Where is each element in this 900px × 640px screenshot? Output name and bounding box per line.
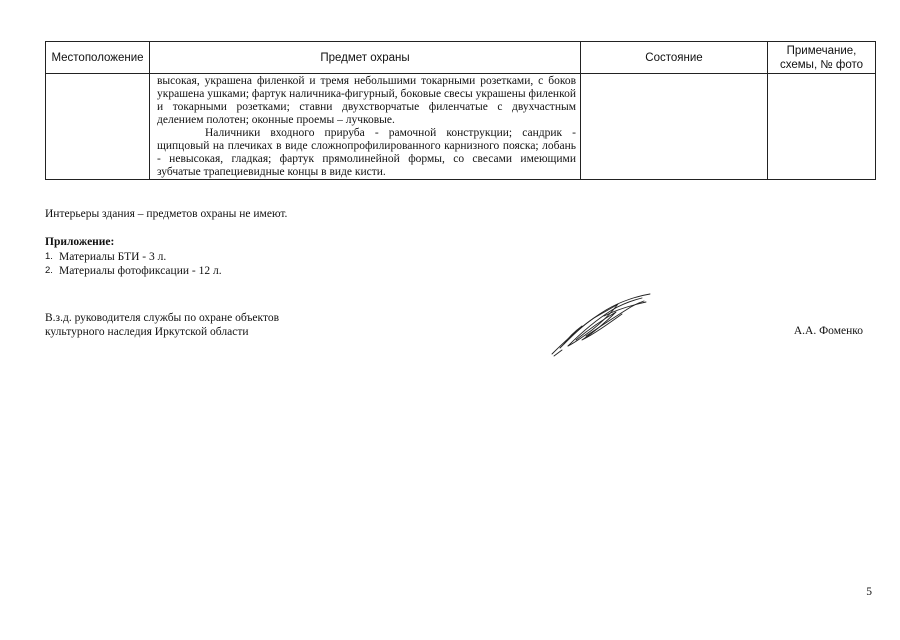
subject-paragraph-1: высокая, украшена филенкой и тремя небольшими токарными розетками, с боков украшена ушками; фартук наличника-фигурный, боковые свесы украшены филенкой и токарными розетками; ставни двухстворчатые филенчатые с двухчастным делением полотен; оконные проемы – лучковые. (157, 75, 576, 126)
list-item-text: Материалы фотофиксации - 12 л. (59, 265, 222, 277)
signatory-title-line2: культурного наследия Иркутской области (45, 326, 249, 338)
list-item-text: Материалы БТИ - 3 л. (59, 251, 167, 263)
signer-name: А.А. Фоменко (793, 325, 863, 337)
list-item-number: 2. (45, 265, 53, 276)
signatory-title (45, 311, 279, 339)
page-number: 5 (866, 586, 872, 598)
list-item (45, 250, 222, 264)
subject-paragraph-2: Наличники входного прируба - рамочной конструкции; сандрик - щипцовый на плечиках в виде сложнопрофилированного карнизного пояска; лобань - невысокая, гладкая; фартук прямолинейной формы, со свесами имеющими зубчатые трапециевидные концы в виде кисти. (157, 127, 576, 178)
appendix-list (45, 250, 222, 278)
signatory-title-line1: В.з.д. руководителя службы по охране объектов (45, 312, 279, 324)
handwritten-signature (546, 290, 656, 360)
header-subject: Предмет охраны (150, 42, 581, 74)
header-note (768, 42, 876, 74)
protection-table (45, 41, 876, 180)
header-note-line2: схемы, № фото (780, 58, 863, 71)
header-location: Местоположение (46, 42, 150, 74)
list-item-number: 1. (45, 251, 53, 262)
header-state: Состояние (581, 42, 768, 74)
table-header-row (46, 42, 876, 74)
table-row (46, 74, 876, 180)
cell-subject (150, 74, 581, 180)
header-note-line1: Примечание, (786, 44, 857, 57)
interiors-note: Интерьеры здания – предметов охраны не имеют. (45, 208, 288, 220)
appendix-title: Приложение: (45, 236, 115, 248)
cell-location (46, 74, 150, 180)
cell-note (768, 74, 876, 180)
list-item (45, 264, 222, 278)
cell-state (581, 74, 768, 180)
